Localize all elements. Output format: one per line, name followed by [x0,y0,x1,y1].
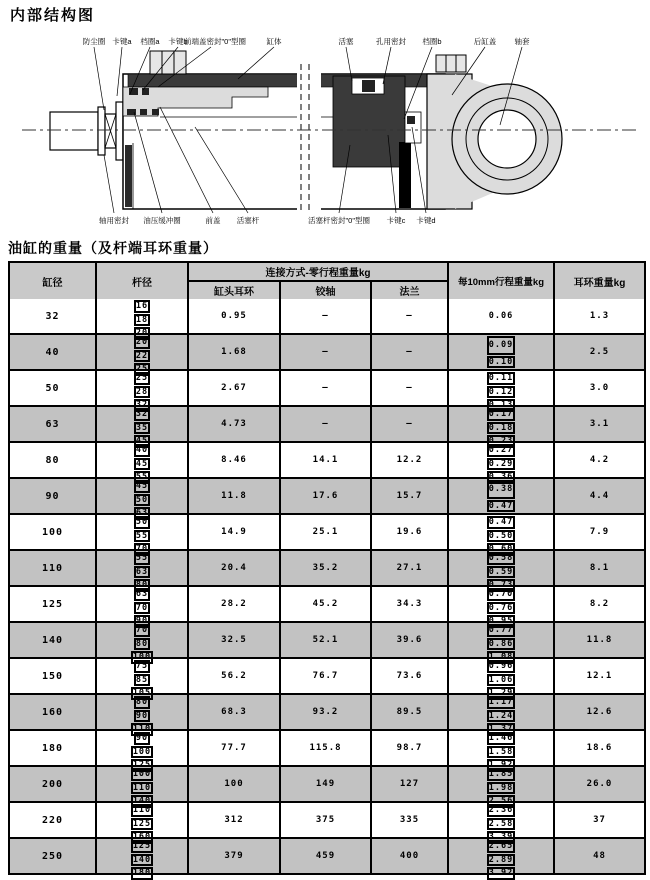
table-row [10,801,644,842]
per-stroke-value: 2.36 [488,805,514,815]
head-ring-cell: 28.2 [189,587,281,621]
bore-cell: 80 [10,443,97,477]
label-piston-rod-o-ring: 活塞杆密封"0"型圈 [308,216,370,225]
ring-weight-cell: 1.3 [589,311,610,321]
piston-rod-end [50,102,123,160]
table-body [10,299,644,878]
head-ring-cell: 379 [189,839,281,873]
hinge-cell: 25.1 [281,515,372,549]
rod-cell [97,443,189,482]
flange-cell: — [372,299,449,333]
rod-value: 32 [135,409,149,419]
head-ring-cell: 100 [189,767,281,801]
rod-cell [97,695,189,734]
rod-value: 45 [135,436,149,446]
rod-value: 100 [132,746,152,757]
flange-cell: 98.7 [372,731,449,765]
rod-value: 85 [135,674,149,685]
per-stroke-value: 2.89 [488,854,514,865]
rod-value: 100 [132,652,152,662]
per-stroke-cell [449,335,555,369]
label-front-cover: 前盖 [205,216,221,225]
rod-value: 25 [135,364,149,374]
per-stroke-value: 1.92 [488,760,514,770]
rod-cell [97,623,189,662]
rod-cell [97,335,189,374]
head-ring-cell: 8.46 [189,443,281,477]
bore-cell: 250 [10,839,97,873]
per-stroke-value: 0.27 [488,445,514,455]
rod-cell [97,803,189,842]
rod-value: 50 [135,517,149,527]
head-ring-cell: 1.68 [189,335,281,369]
head-ring-cell: 77.7 [189,731,281,765]
ring-weight-cell: 8.1 [589,563,610,573]
head-ring-cell: 312 [189,803,281,837]
hinge-cell: 45.2 [281,587,372,621]
per-stroke-value: 0.76 [488,602,514,613]
per-stroke-value: 1.85 [488,769,514,779]
table-row [10,621,644,662]
rod-value: 90 [135,616,149,626]
rod-value: 70 [135,625,149,635]
rod-cell [97,407,189,446]
table-row [10,441,644,482]
per-stroke-value: 3.39 [488,832,514,842]
per-stroke-value: 0.59 [488,566,514,577]
table-row [10,513,644,554]
per-stroke-cell [449,659,555,698]
label-retainer-a: 档圈a [140,37,160,46]
rod-cell [97,767,189,806]
per-stroke-value: 1.37 [488,724,514,734]
per-stroke-cell [449,839,555,878]
label-bore-seal: 孔用密封 [376,37,406,46]
rod-value: 125 [132,818,152,829]
table-row [10,369,644,410]
label-piston-rod: 活塞杆 [236,216,260,225]
rod-value: 63 [135,589,149,599]
ring-weight-cell: 18.6 [586,743,613,753]
table-row [10,729,644,770]
label-key-b: 卡键b [168,37,188,46]
bore-cell: 180 [10,731,97,765]
rear-bolt [436,55,466,72]
ring-weight-cell: 2.5 [589,347,610,357]
flange-cell: — [372,371,449,405]
per-stroke-value: 2.56 [488,796,514,806]
per-stroke-value: 0.77 [488,625,514,635]
ring-weight-cell: 11.8 [586,635,613,645]
table-row [10,477,644,518]
rod-cell [97,839,189,878]
rod-cell [97,587,189,626]
cylinder-cross-section-diagram [0,16,650,238]
per-stroke-value: 0.58 [488,553,514,563]
per-stroke-value: 0.73 [488,580,514,590]
per-stroke-value: 2.58 [488,818,514,829]
per-stroke-value: 1.58 [488,746,514,757]
hinge-cell: 375 [281,803,372,837]
header-connection-group: 连接方式-零行程重量kg [189,263,449,282]
rod-value: 80 [135,697,149,707]
weight-table [8,261,646,878]
label-front-cover-o-ring: 前端盖密封"0"型圈 [184,37,246,46]
rod-cell [97,299,189,338]
flange-cell: 127 [372,767,449,801]
bore-cell: 110 [10,551,97,585]
rod-value: 140 [132,796,152,806]
ring-weight-cell: 12.6 [586,707,613,717]
header-hinge: 铰轴 [281,282,372,299]
rod-value: 80 [135,580,149,590]
per-stroke-cell [449,695,555,734]
flange-cell: 19.6 [372,515,449,549]
header-bore: 缸径 [10,263,97,299]
rod-value: 80 [135,638,149,649]
flange-cell: 335 [372,803,449,837]
rod-value: 45 [135,481,149,491]
per-stroke-value: 0.12 [488,386,514,397]
rod-value: 70 [135,544,149,554]
bore-cell: 220 [10,803,97,837]
flange-cell: 400 [372,839,449,873]
per-stroke-value: 2.65 [488,841,514,851]
head-ring-cell: 2.67 [189,371,281,405]
rod-value: 20 [135,328,149,338]
rod-value: 90 [135,710,149,721]
hinge-cell: 115.8 [281,731,372,765]
bore-cell: 125 [10,587,97,621]
rod-value: 63 [135,508,149,518]
rod-value: 105 [132,688,152,698]
ring-weight-cell: 4.4 [589,491,610,501]
per-stroke-value: 0.06 [488,310,514,321]
table-row [10,693,644,734]
per-stroke-value: 0.29 [488,458,514,469]
head-ring-cell: 68.3 [189,695,281,729]
flange-cell: — [372,335,449,369]
per-stroke-value: 1.46 [488,733,514,743]
flange-cell: 12.2 [372,443,449,477]
per-stroke-value: 1.17 [488,697,514,707]
hinge-cell: 93.2 [281,695,372,729]
per-stroke-value: 1.24 [488,710,514,721]
diagram-title: 内部结构图 [10,7,96,24]
per-stroke-value: 0.09 [487,336,515,355]
label-key-a: 卡键a [112,37,132,46]
head-ring-cell: 20.4 [189,551,281,585]
per-stroke-value: 0.18 [488,422,514,433]
header-per-stroke: 每10mm行程重量kg [449,263,555,299]
per-stroke-cell [449,587,555,626]
rod-value: 55 [135,553,149,563]
flange-cell: 27.1 [372,551,449,585]
per-stroke-value: 3.92 [488,868,514,878]
rod-value: 75 [135,661,149,671]
per-stroke-value: 1.06 [488,674,514,685]
per-stroke-cell [449,767,555,806]
flange-cell: 73.6 [372,659,449,693]
rod-value: 20 [135,337,149,347]
per-stroke-value: 0.10 [488,356,514,367]
rod-value: 40 [135,445,149,455]
hinge-cell: 52.1 [281,623,372,657]
bore-cell: 150 [10,659,97,693]
table-row [10,549,644,590]
rod-value: 18 [135,314,149,325]
hinge-cell: — [281,407,372,441]
per-stroke-cell [449,515,555,554]
bore-cell: 32 [10,299,97,333]
table-row [10,405,644,446]
rod-value: 55 [135,530,149,541]
rod-value: 45 [135,458,149,469]
header-head-ring: 缸头耳环 [189,282,281,299]
rod-value: 28 [135,386,149,397]
table-row [10,657,644,698]
head-ring-cell: 56.2 [189,659,281,693]
rod-value: 63 [135,566,149,577]
per-stroke-value: 1.98 [488,782,514,793]
ring-weight-cell: 12.1 [586,671,613,681]
rod-value: 55 [135,472,149,482]
bore-cell: 40 [10,335,97,369]
rod-value: 180 [132,868,152,878]
per-stroke-value: 0.47 [488,517,514,527]
bore-cell: 63 [10,407,97,441]
hinge-cell: — [281,299,372,333]
per-stroke-value: 0.95 [488,616,514,626]
per-stroke-cell [449,479,555,513]
rod-value: 22 [135,350,149,361]
ring-weight-cell: 4.2 [589,455,610,465]
table-title: 油缸的重量（及杆端耳环重量） [8,240,218,256]
per-stroke-cell [449,803,555,842]
rod-value: 125 [132,841,152,851]
head-ring-cell: 0.95 [189,299,281,333]
per-stroke-cell [449,731,555,770]
rod-cell [97,371,189,410]
label-shaft-seal: 轴用密封 [99,216,129,225]
per-stroke-value: 0.17 [488,409,514,419]
rod-value: 110 [132,805,152,815]
per-stroke-value: 0.38 [487,480,515,499]
rod-cell [97,479,189,518]
hinge-cell: 459 [281,839,372,873]
hinge-cell: 17.6 [281,479,372,513]
bore-cell: 140 [10,623,97,657]
flange-cell: 89.5 [372,695,449,729]
ring-weight-cell: 26.0 [586,779,613,789]
per-stroke-value: 0.86 [488,638,514,649]
per-stroke-cell [449,623,555,662]
flange-cell: 15.7 [372,479,449,513]
head-ring-cell: 4.73 [189,407,281,441]
flange-cell: 34.3 [372,587,449,621]
bore-cell: 50 [10,371,97,405]
per-stroke-cell [449,371,555,410]
rod-value: 50 [135,494,149,505]
per-stroke-value: 0.96 [488,661,514,671]
gland-lower-edge [125,145,132,207]
table-row [10,585,644,626]
per-stroke-cell [449,443,555,482]
ring-weight-cell: 3.1 [589,419,610,429]
per-stroke-value: 0.36 [488,472,514,482]
ring-weight-cell: 37 [593,815,606,825]
per-stroke-cell [449,299,555,333]
per-stroke-value: 0.50 [488,530,514,541]
head-ring-cell: 32.5 [189,623,281,657]
rod-value: 70 [135,602,149,613]
bore-cell: 100 [10,515,97,549]
rod-value: 35 [135,422,149,433]
rod-value: 140 [132,854,152,865]
ring-weight-cell: 3.0 [589,383,610,393]
per-stroke-value: 0.70 [488,589,514,599]
rod-value: 125 [132,760,152,770]
head-ring-cell: 11.8 [189,479,281,513]
per-stroke-value: 0.13 [488,400,514,410]
bore-cell: 160 [10,695,97,729]
per-stroke-value: 0.60 [488,544,514,554]
per-stroke-cell [449,407,555,446]
table-row [10,765,644,806]
hinge-cell: 35.2 [281,551,372,585]
bore-cell: 90 [10,479,97,513]
table-row [10,333,644,374]
rod-cell [97,659,189,698]
rod-value: 16 [135,301,149,311]
hinge-cell: 149 [281,767,372,801]
header-flange: 法兰 [372,282,449,299]
rod-value: 100 [132,769,152,779]
per-stroke-value: 0.47 [488,500,514,511]
table-row [10,837,644,878]
bore-cell: 200 [10,767,97,801]
rod-value: 32 [135,400,149,410]
rod-value: 90 [135,733,149,743]
ring-weight-cell: 48 [593,851,606,861]
header-rod: 杆径 [97,263,189,299]
per-stroke-value: 1.29 [488,688,514,698]
snap-key-bar [399,142,411,208]
front-port-bolt [150,51,186,74]
per-stroke-value: 0.11 [488,373,514,383]
label-cylinder-body: 缸体 [266,37,282,46]
label-retainer-b: 档圈b [422,37,442,46]
per-stroke-cell [449,551,555,590]
header-ring-weight: 耳环重量kg [573,277,626,289]
rod-value: 110 [132,724,152,734]
hinge-cell: 14.1 [281,443,372,477]
per-stroke-value: 0.23 [488,436,514,446]
per-stroke-value: 1.08 [488,652,514,662]
label-rear-cap: 后缸盖 [473,37,497,46]
label-bushing: 轴套 [514,37,530,46]
rod-value: 110 [132,782,152,793]
rod-cell [97,731,189,770]
label-key-d: 卡键d [416,216,436,225]
rod-cell [97,551,189,590]
hinge-cell: 76.7 [281,659,372,693]
label-piston: 活塞 [338,37,354,46]
ring-weight-cell: 7.9 [589,527,610,537]
rod-value: 25 [135,373,149,383]
head-ring-cell: 14.9 [189,515,281,549]
label-key-c: 卡键c [386,216,406,225]
rod-value: 160 [132,832,152,842]
ring-weight-cell: 8.2 [589,599,610,609]
table-header [10,263,644,299]
hinge-cell: — [281,371,372,405]
flange-cell: 39.6 [372,623,449,657]
table-row [10,299,644,338]
flange-cell: — [372,407,449,441]
label-dust-ring: 防尘圈 [82,37,106,46]
label-buffer-ring: 油压缓冲圈 [143,216,181,225]
hinge-cell: — [281,335,372,369]
rod-cell [97,515,189,554]
